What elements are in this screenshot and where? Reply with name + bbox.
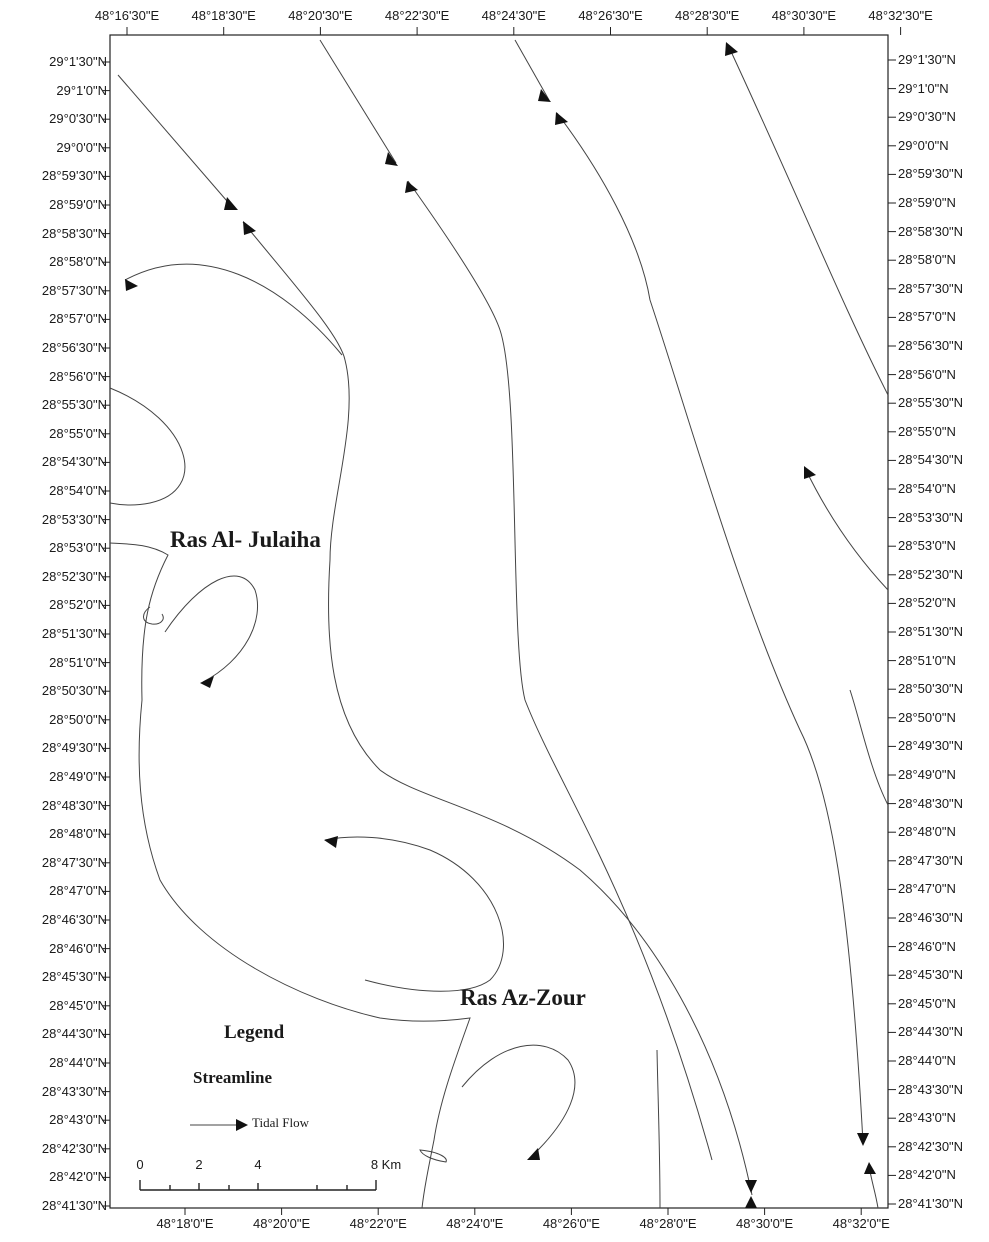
left-latitude-label: 28°42'30"N (41, 1140, 107, 1156)
left-latitude-label: 28°55'0"N (49, 425, 107, 441)
arrowhead (857, 1133, 869, 1146)
arrowhead (243, 221, 256, 235)
place-label-ras-al-julaiha: Ras Al- Julaiha (170, 527, 321, 552)
right-latitude-label: 29°1'0"N (898, 80, 949, 96)
right-latitude-label: 28°42'30"N (898, 1138, 964, 1154)
left-latitude-label: 28°47'0"N (49, 883, 107, 899)
streamline-1 (118, 75, 233, 208)
right-latitude-label: 28°58'0"N (898, 252, 956, 268)
right-latitude-label: 28°44'0"N (898, 1053, 956, 1068)
top-longitude-label: 48°16'30"E (94, 8, 160, 23)
scale-label-8km: 8 Km (370, 1157, 402, 1172)
top-longitude-label: 48°32'30"E (868, 8, 933, 23)
arrowhead (555, 112, 568, 125)
streamline-1-return (243, 222, 752, 1195)
bottom-longitude-label: 48°32'0"E (832, 1216, 890, 1231)
scale-label-2: 2 (195, 1157, 203, 1172)
left-latitude-label: 28°59'0"N (49, 197, 107, 212)
left-latitude-label: 28°47'30"N (41, 854, 107, 870)
right-latitude-label: 29°0'30"N (898, 109, 956, 125)
right-latitude-label: 28°47'0"N (898, 881, 956, 897)
top-longitude-label: 48°30'30"E (771, 8, 837, 23)
right-latitude-label: 28°43'30"N (898, 1081, 964, 1097)
scale-bar (140, 1180, 376, 1190)
scale-label-0: 0 (136, 1157, 144, 1172)
bottom-longitude-label: 48°18'0"E (156, 1216, 214, 1231)
left-latitude-label: 28°57'0"N (49, 311, 107, 327)
legend-item-label: Tidal Flow (252, 1115, 309, 1130)
right-latitude-label: 28°45'30"N (898, 967, 964, 983)
left-latitude-label: 29°0'30"N (49, 111, 107, 127)
right-latitude-label: 28°57'0"N (898, 309, 956, 325)
left-latitude-label: 28°52'30"N (41, 568, 107, 584)
arrowhead (200, 676, 214, 688)
right-latitude-label: 28°59'30"N (898, 166, 964, 182)
left-latitude-label: 28°43'0"N (49, 1112, 107, 1128)
left-latitude-label: 28°52'0"N (49, 597, 107, 613)
left-latitude-label: 28°57'30"N (41, 282, 107, 298)
top-longitude-label: 48°20'30"E (288, 8, 353, 23)
streamline-6 (850, 690, 888, 805)
scale-label-4: 4 (254, 1157, 262, 1172)
right-latitude-label: 28°42'0"N (898, 1167, 956, 1183)
streamline-2-return (408, 181, 712, 1160)
arrowhead (745, 1196, 757, 1208)
arrowhead (864, 1162, 876, 1174)
left-latitude-label: 28°43'30"N (41, 1083, 107, 1099)
left-latitude-label: 29°0'0"N (56, 139, 107, 155)
right-latitude-label: 28°44'30"N (898, 1024, 964, 1040)
bottom-longitude-label: 48°30'0"E (736, 1216, 794, 1231)
left-latitude-label: 28°59'30"N (41, 168, 107, 184)
top-longitude-label: 48°26'30"E (578, 8, 643, 23)
top-longitude-label: 48°28'30"E (675, 8, 740, 23)
arrowhead (405, 181, 418, 193)
left-latitude-label: 28°58'0"N (49, 254, 107, 270)
streamline-4 (728, 45, 888, 395)
right-latitude-label: 28°53'0"N (898, 538, 956, 554)
left-latitude-label: 28°51'30"N (41, 626, 107, 641)
right-latitude-label: 28°50'30"N (898, 681, 964, 697)
left-latitude-label: 28°50'30"N (41, 683, 107, 699)
left-latitude-label: 28°49'0"N (49, 769, 107, 784)
right-latitude-label: 28°55'0"N (898, 423, 956, 439)
left-latitude-label: 28°45'0"N (49, 997, 107, 1013)
right-latitude-label: 28°50'0"N (898, 709, 956, 725)
streamline-2 (320, 40, 396, 163)
left-latitude-label: 28°49'30"N (41, 740, 107, 756)
streamline-5 (805, 468, 888, 590)
streamline-south-center (657, 1050, 660, 1208)
left-latitude-label: 28°54'30"N (41, 454, 107, 470)
legend-arrow-icon (236, 1119, 248, 1131)
arrowhead (385, 152, 398, 166)
right-latitude-label: 28°48'0"N (898, 824, 956, 840)
right-latitude-label: 29°0'0"N (898, 137, 949, 153)
right-latitude-label: 28°48'30"N (898, 795, 964, 811)
right-latitude-label: 28°51'0"N (898, 652, 956, 668)
pier-zour (420, 1150, 446, 1162)
left-latitude-label: 28°48'0"N (49, 826, 107, 842)
left-latitude-label: 28°44'30"N (41, 1026, 107, 1042)
left-latitude-label: 28°45'30"N (41, 969, 107, 985)
right-latitude-label: 28°51'30"N (898, 624, 964, 639)
eddy-zour (462, 1045, 575, 1158)
right-latitude-label: 28°59'0"N (898, 195, 956, 210)
right-latitude-label: 28°49'30"N (898, 738, 964, 754)
arrowhead (527, 1148, 540, 1160)
bottom-longitude-label: 48°26'0"E (542, 1216, 600, 1231)
bottom-longitude-label: 48°22'0"E (349, 1216, 407, 1231)
left-latitude-label: 28°58'30"N (41, 225, 107, 241)
bottom-longitude-label: 48°28'0"E (639, 1216, 697, 1231)
arrowhead (725, 42, 738, 56)
streamline-3 (515, 40, 549, 100)
left-latitude-label: 28°53'0"N (49, 540, 107, 556)
frame-ticks (102, 27, 901, 1215)
coastline (110, 388, 470, 1208)
left-latitude-label: 28°51'0"N (49, 654, 107, 670)
right-latitude-label: 28°46'0"N (898, 938, 956, 954)
right-latitude-label: 28°56'30"N (898, 338, 964, 353)
top-longitude-label: 48°24'30"E (481, 8, 546, 23)
right-latitude-label: 28°46'30"N (898, 910, 964, 925)
right-latitude-label: 28°52'30"N (898, 566, 964, 582)
right-latitude-label: 28°49'0"N (898, 767, 956, 782)
arrowhead (538, 89, 551, 102)
right-latitude-label: 28°58'30"N (898, 223, 964, 239)
right-latitude-label: 28°47'30"N (898, 852, 964, 868)
bottom-longitude-label: 48°24'0"E (446, 1216, 504, 1231)
streamline-3-return (557, 113, 863, 1143)
arrowhead (324, 836, 338, 848)
left-latitude-label: 28°48'30"N (41, 797, 107, 813)
eddy-central (325, 837, 504, 991)
legend-title: Legend (224, 1022, 285, 1043)
right-latitude-label: 28°54'0"N (898, 481, 956, 496)
left-latitude-label: 28°46'0"N (49, 940, 107, 956)
right-latitude-label: 28°53'30"N (898, 509, 964, 525)
place-label-ras-az-zour: Ras Az-Zour (460, 985, 586, 1010)
bottom-longitude-label: 48°20'0"E (253, 1216, 311, 1231)
left-latitude-label: 29°1'0"N (56, 82, 107, 98)
right-latitude-label: 28°52'0"N (898, 595, 956, 611)
coastline-main (110, 543, 470, 1208)
right-latitude-label: 28°41'30"N (898, 1196, 964, 1211)
left-latitude-label: 28°50'0"N (49, 711, 107, 727)
left-latitude-label: 28°54'0"N (49, 483, 107, 498)
left-latitude-label: 29°1'30"N (49, 54, 107, 69)
right-latitude-label: 28°56'0"N (898, 366, 956, 382)
left-latitude-label: 28°41'30"N (41, 1198, 107, 1213)
coastline-north-bay (110, 388, 185, 505)
left-latitude-label: 28°56'30"N (41, 340, 107, 355)
right-latitude-label: 28°55'30"N (898, 395, 964, 411)
arrowhead (745, 1180, 757, 1193)
eddy-julaiha (165, 576, 258, 682)
right-latitude-label: 28°43'0"N (898, 1110, 956, 1126)
streamline-west (125, 264, 342, 355)
left-latitude-label: 28°55'30"N (41, 397, 107, 413)
arrowhead (224, 197, 238, 210)
right-latitude-label: 28°54'30"N (898, 452, 964, 468)
left-latitude-label: 28°53'30"N (41, 511, 107, 527)
left-latitude-label: 28°46'30"N (41, 912, 107, 927)
legend-subtitle: Streamline (193, 1068, 273, 1087)
top-longitude-label: 48°22'30"E (384, 8, 450, 23)
left-latitude-label: 28°44'0"N (49, 1055, 107, 1070)
right-latitude-label: 28°45'0"N (898, 995, 956, 1011)
right-latitude-label: 29°1'30"N (898, 52, 956, 67)
left-latitude-label: 28°42'0"N (49, 1169, 107, 1185)
arrowhead (125, 279, 138, 291)
top-longitude-label: 48°18'30"E (191, 8, 256, 23)
left-latitude-label: 28°56'0"N (49, 368, 107, 384)
right-latitude-label: 28°57'30"N (898, 280, 964, 296)
